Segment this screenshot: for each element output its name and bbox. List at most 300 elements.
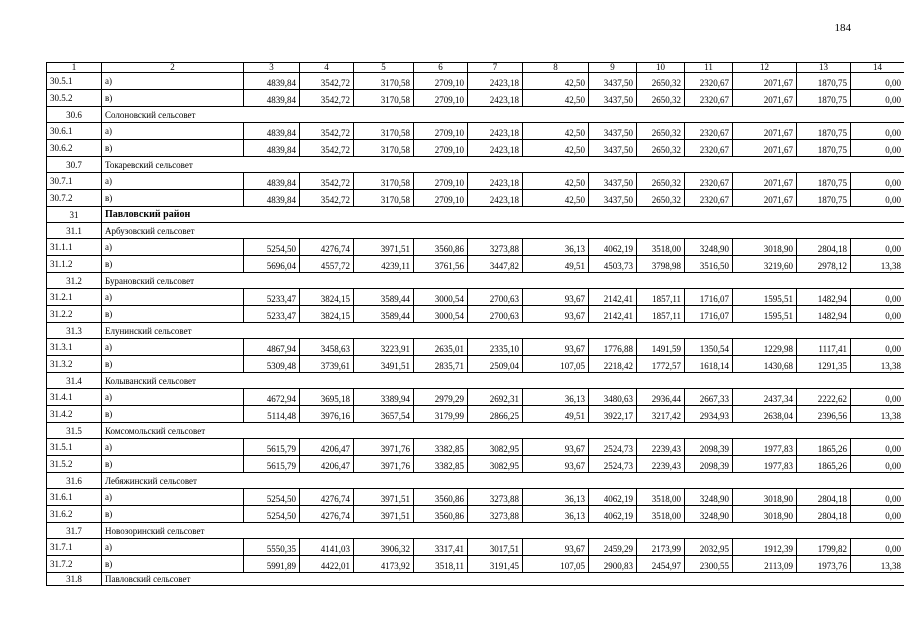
value-cell: 3179,99	[414, 406, 468, 423]
value-cell: 2978,12	[797, 256, 851, 273]
value-cell: 2979,29	[414, 389, 468, 406]
council-name: Колыванский сельсовет	[102, 373, 904, 389]
row-code: 31.6.1	[47, 489, 102, 506]
value-cell: 1870,75	[797, 190, 851, 207]
row-code: 31.5	[47, 423, 102, 439]
row-code: 31.2.1	[47, 289, 102, 306]
value-cell: 1799,82	[797, 539, 851, 556]
district-row	[47, 207, 904, 223]
value-cell: 93,67	[523, 306, 589, 323]
value-cell: 93,67	[523, 339, 589, 356]
value-cell: 3273,88	[468, 506, 523, 523]
row-label: в)	[102, 190, 244, 207]
row-code: 31.1.2	[47, 256, 102, 273]
table-row	[47, 90, 904, 107]
value-cell: 4062,19	[589, 489, 637, 506]
value-cell: 5114,48	[244, 406, 300, 423]
value-cell: 2320,67	[685, 90, 733, 107]
row-label: в)	[102, 256, 244, 273]
column-header-10: 10	[637, 63, 685, 73]
council-section-row	[47, 423, 904, 439]
value-cell: 2650,32	[637, 173, 685, 190]
value-cell: 2320,67	[685, 190, 733, 207]
value-cell: 1482,94	[797, 306, 851, 323]
value-cell: 3480,63	[589, 389, 637, 406]
value-cell: 2071,67	[733, 123, 797, 140]
value-cell: 2454,97	[637, 556, 685, 573]
column-header-13: 13	[797, 63, 851, 73]
value-cell: 93,67	[523, 456, 589, 473]
value-cell: 1977,83	[733, 439, 797, 456]
value-cell: 3971,76	[354, 439, 414, 456]
value-cell: 4839,84	[244, 73, 300, 90]
value-cell: 2423,18	[468, 140, 523, 157]
value-cell: 1350,54	[685, 339, 733, 356]
row-label: в)	[102, 456, 244, 473]
value-cell: 3248,90	[685, 506, 733, 523]
value-cell: 3437,50	[589, 123, 637, 140]
table-row	[47, 140, 904, 157]
value-cell: 3491,51	[354, 356, 414, 373]
row-code: 31.6	[47, 473, 102, 489]
row-label: в)	[102, 306, 244, 323]
row-label: а)	[102, 439, 244, 456]
council-section-row	[47, 223, 904, 239]
row-code: 31.5.2	[47, 456, 102, 473]
value-cell: 2071,67	[733, 173, 797, 190]
value-cell: 3824,15	[300, 306, 354, 323]
value-cell: 1857,11	[637, 289, 685, 306]
value-cell: 42,50	[523, 73, 589, 90]
value-cell: 2423,18	[468, 123, 523, 140]
value-cell: 2032,95	[685, 539, 733, 556]
council-name: Елунинский сельсовет	[102, 323, 904, 339]
value-cell: 2459,29	[589, 539, 637, 556]
value-cell: 3170,58	[354, 140, 414, 157]
value-cell: 2320,67	[685, 73, 733, 90]
page-number: 184	[834, 22, 851, 34]
row-code: 31.3.1	[47, 339, 102, 356]
value-cell: 3906,32	[354, 539, 414, 556]
value-cell: 3170,58	[354, 123, 414, 140]
table-row	[47, 556, 904, 573]
row-code: 31.4.2	[47, 406, 102, 423]
value-cell: 42,50	[523, 140, 589, 157]
row-label: а)	[102, 389, 244, 406]
value-cell: 0,00	[851, 90, 904, 107]
value-cell: 1870,75	[797, 123, 851, 140]
row-code: 31.4	[47, 373, 102, 389]
row-label: а)	[102, 239, 244, 256]
value-cell: 2509,04	[468, 356, 523, 373]
tariff-table	[46, 62, 904, 586]
value-cell: 4867,94	[244, 339, 300, 356]
value-cell: 3170,58	[354, 90, 414, 107]
value-cell: 3437,50	[589, 90, 637, 107]
value-cell: 1870,75	[797, 140, 851, 157]
table-row	[47, 356, 904, 373]
value-cell: 1870,75	[797, 90, 851, 107]
row-code: 31.4.1	[47, 389, 102, 406]
value-cell: 42,50	[523, 90, 589, 107]
value-cell: 3542,72	[300, 173, 354, 190]
value-cell: 1229,98	[733, 339, 797, 356]
table-row	[47, 239, 904, 256]
value-cell: 1595,51	[733, 289, 797, 306]
value-cell: 3170,58	[354, 173, 414, 190]
value-cell: 2650,32	[637, 73, 685, 90]
value-cell: 2222,62	[797, 389, 851, 406]
value-cell: 1865,26	[797, 456, 851, 473]
value-cell: 4062,19	[589, 239, 637, 256]
row-label: в)	[102, 506, 244, 523]
column-header-11: 11	[685, 63, 733, 73]
value-cell: 2524,73	[589, 439, 637, 456]
value-cell: 2524,73	[589, 456, 637, 473]
value-cell: 2638,04	[733, 406, 797, 423]
value-cell: 2239,43	[637, 439, 685, 456]
row-code: 31.1	[47, 223, 102, 239]
value-cell: 2071,67	[733, 190, 797, 207]
value-cell: 2320,67	[685, 173, 733, 190]
table-row	[47, 539, 904, 556]
value-cell: 4206,47	[300, 439, 354, 456]
council-name: Лебяжинский сельсовет	[102, 473, 904, 489]
value-cell: 2423,18	[468, 190, 523, 207]
district-name: Павловский район	[102, 207, 904, 223]
value-cell: 0,00	[851, 289, 904, 306]
value-cell: 3018,90	[733, 506, 797, 523]
value-cell: 1865,26	[797, 439, 851, 456]
value-cell: 2934,93	[685, 406, 733, 423]
value-cell: 1912,39	[733, 539, 797, 556]
table-row	[47, 389, 904, 406]
row-code: 31.2	[47, 273, 102, 289]
value-cell: 3437,50	[589, 140, 637, 157]
value-cell: 2071,67	[733, 73, 797, 90]
value-cell: 3447,82	[468, 256, 523, 273]
value-cell: 1482,94	[797, 289, 851, 306]
value-cell: 2239,43	[637, 456, 685, 473]
table-row	[47, 506, 904, 523]
value-cell: 1973,76	[797, 556, 851, 573]
value-cell: 3437,50	[589, 173, 637, 190]
value-cell: 3382,85	[414, 456, 468, 473]
value-cell: 1595,51	[733, 306, 797, 323]
row-label: а)	[102, 289, 244, 306]
value-cell: 4141,03	[300, 539, 354, 556]
value-cell: 93,67	[523, 539, 589, 556]
value-cell: 3217,42	[637, 406, 685, 423]
row-label: а)	[102, 173, 244, 190]
value-cell: 3389,94	[354, 389, 414, 406]
row-label: в)	[102, 356, 244, 373]
value-cell: 5696,04	[244, 256, 300, 273]
value-cell: 2804,18	[797, 239, 851, 256]
value-cell: 5615,79	[244, 439, 300, 456]
value-cell: 4239,11	[354, 256, 414, 273]
value-cell: 3458,63	[300, 339, 354, 356]
value-cell: 3589,44	[354, 289, 414, 306]
value-cell: 1857,11	[637, 306, 685, 323]
value-cell: 4276,74	[300, 239, 354, 256]
row-code: 31.7.2	[47, 556, 102, 573]
council-section-row	[47, 323, 904, 339]
value-cell: 5254,50	[244, 239, 300, 256]
column-header-2: 2	[102, 63, 244, 73]
value-cell: 3000,54	[414, 289, 468, 306]
value-cell: 0,00	[851, 506, 904, 523]
value-cell: 3922,17	[589, 406, 637, 423]
value-cell: 5991,89	[244, 556, 300, 573]
value-cell: 3516,50	[685, 256, 733, 273]
value-cell: 2423,18	[468, 90, 523, 107]
value-cell: 2709,10	[414, 123, 468, 140]
value-cell: 49,51	[523, 406, 589, 423]
value-cell: 13,38	[851, 556, 904, 573]
value-cell: 3542,72	[300, 123, 354, 140]
council-name: Павловский сельсовет	[102, 573, 904, 586]
value-cell: 4422,01	[300, 556, 354, 573]
value-cell: 1491,59	[637, 339, 685, 356]
value-cell: 0,00	[851, 140, 904, 157]
value-cell: 3542,72	[300, 90, 354, 107]
value-cell: 3000,54	[414, 306, 468, 323]
value-cell: 4839,84	[244, 90, 300, 107]
row-code: 31.7.1	[47, 539, 102, 556]
value-cell: 1870,75	[797, 73, 851, 90]
table-row	[47, 406, 904, 423]
table-row	[47, 256, 904, 273]
value-cell: 0,00	[851, 489, 904, 506]
council-name: Токаревский сельсовет	[102, 157, 904, 173]
value-cell: 2650,32	[637, 90, 685, 107]
value-cell: 2700,63	[468, 289, 523, 306]
row-label: а)	[102, 73, 244, 90]
value-cell: 3170,58	[354, 73, 414, 90]
value-cell: 4503,73	[589, 256, 637, 273]
value-cell: 0,00	[851, 123, 904, 140]
council-name: Новозоринский сельсовет	[102, 523, 904, 539]
value-cell: 3518,00	[637, 239, 685, 256]
value-cell: 2692,31	[468, 389, 523, 406]
column-header-14: 14	[851, 63, 904, 73]
value-cell: 2804,18	[797, 506, 851, 523]
council-section-row	[47, 573, 904, 586]
value-cell: 2936,44	[637, 389, 685, 406]
value-cell: 13,38	[851, 356, 904, 373]
row-code: 31	[47, 207, 102, 223]
value-cell: 4062,19	[589, 506, 637, 523]
row-code: 31.5.1	[47, 439, 102, 456]
value-cell: 2142,41	[589, 306, 637, 323]
value-cell: 93,67	[523, 439, 589, 456]
column-header-8: 8	[523, 63, 589, 73]
value-cell: 3518,00	[637, 506, 685, 523]
value-cell: 3560,86	[414, 489, 468, 506]
value-cell: 1977,83	[733, 456, 797, 473]
row-code: 30.6.1	[47, 123, 102, 140]
table-row	[47, 339, 904, 356]
value-cell: 5615,79	[244, 456, 300, 473]
row-code: 31.7	[47, 523, 102, 539]
column-header-9: 9	[589, 63, 637, 73]
value-cell: 1117,41	[797, 339, 851, 356]
value-cell: 3273,88	[468, 489, 523, 506]
row-code: 30.7	[47, 157, 102, 173]
value-cell: 2709,10	[414, 73, 468, 90]
value-cell: 3018,90	[733, 489, 797, 506]
value-cell: 3695,18	[300, 389, 354, 406]
value-cell: 3437,50	[589, 73, 637, 90]
value-cell: 2218,42	[589, 356, 637, 373]
value-cell: 2423,18	[468, 73, 523, 90]
value-cell: 42,50	[523, 190, 589, 207]
row-code: 30.6.2	[47, 140, 102, 157]
value-cell: 3219,60	[733, 256, 797, 273]
value-cell: 3542,72	[300, 140, 354, 157]
row-code: 31.2.2	[47, 306, 102, 323]
column-header-3: 3	[244, 63, 300, 73]
table-row	[47, 289, 904, 306]
council-name: Солоновский сельсовет	[102, 107, 904, 123]
table-row	[47, 123, 904, 140]
value-cell: 3082,95	[468, 439, 523, 456]
value-cell: 49,51	[523, 256, 589, 273]
row-code: 30.5.2	[47, 90, 102, 107]
value-cell: 3518,11	[414, 556, 468, 573]
council-name: Комсомольский сельсовет	[102, 423, 904, 439]
value-cell: 2300,55	[685, 556, 733, 573]
value-cell: 1618,14	[685, 356, 733, 373]
value-cell: 42,50	[523, 173, 589, 190]
value-cell: 5233,47	[244, 289, 300, 306]
council-name: Бурановский сельсовет	[102, 273, 904, 289]
value-cell: 2709,10	[414, 173, 468, 190]
value-cell: 1716,07	[685, 289, 733, 306]
value-cell: 2900,83	[589, 556, 637, 573]
value-cell: 2396,56	[797, 406, 851, 423]
value-cell: 2142,41	[589, 289, 637, 306]
value-cell: 2098,39	[685, 439, 733, 456]
council-section-row	[47, 473, 904, 489]
value-cell: 3248,90	[685, 239, 733, 256]
row-code: 30.5.1	[47, 73, 102, 90]
row-label: а)	[102, 123, 244, 140]
value-cell: 1430,68	[733, 356, 797, 373]
row-code: 30.7.2	[47, 190, 102, 207]
value-cell: 1291,35	[797, 356, 851, 373]
value-cell: 2113,09	[733, 556, 797, 573]
value-cell: 3437,50	[589, 190, 637, 207]
value-cell: 3223,91	[354, 339, 414, 356]
value-cell: 5309,48	[244, 356, 300, 373]
row-label: в)	[102, 406, 244, 423]
value-cell: 2650,32	[637, 123, 685, 140]
value-cell: 107,05	[523, 356, 589, 373]
value-cell: 4672,94	[244, 389, 300, 406]
value-cell: 1870,75	[797, 173, 851, 190]
value-cell: 4206,47	[300, 456, 354, 473]
value-cell: 3657,54	[354, 406, 414, 423]
value-cell: 2709,10	[414, 190, 468, 207]
row-label: а)	[102, 539, 244, 556]
value-cell: 2423,18	[468, 173, 523, 190]
value-cell: 4276,74	[300, 489, 354, 506]
value-cell: 3382,85	[414, 439, 468, 456]
value-cell: 5254,50	[244, 489, 300, 506]
value-cell: 3761,56	[414, 256, 468, 273]
value-cell: 3248,90	[685, 489, 733, 506]
table-row	[47, 173, 904, 190]
value-cell: 3976,16	[300, 406, 354, 423]
column-header-6: 6	[414, 63, 468, 73]
value-cell: 3971,76	[354, 456, 414, 473]
value-cell: 3542,72	[300, 190, 354, 207]
table-row	[47, 73, 904, 90]
row-label: а)	[102, 489, 244, 506]
row-code: 30.7.1	[47, 173, 102, 190]
column-header-1: 1	[47, 63, 102, 73]
value-cell: 2650,32	[637, 190, 685, 207]
value-cell: 4557,72	[300, 256, 354, 273]
table-row	[47, 456, 904, 473]
value-cell: 0,00	[851, 456, 904, 473]
value-cell: 0,00	[851, 306, 904, 323]
council-name: Арбузовский сельсовет	[102, 223, 904, 239]
value-cell: 2437,34	[733, 389, 797, 406]
column-header-12: 12	[733, 63, 797, 73]
row-label: в)	[102, 556, 244, 573]
value-cell: 4276,74	[300, 506, 354, 523]
value-cell: 2700,63	[468, 306, 523, 323]
value-cell: 2071,67	[733, 140, 797, 157]
table-row	[47, 306, 904, 323]
value-cell: 2650,32	[637, 140, 685, 157]
value-cell: 4839,84	[244, 173, 300, 190]
column-number-row	[47, 63, 904, 73]
value-cell: 3017,51	[468, 539, 523, 556]
value-cell: 3542,72	[300, 73, 354, 90]
value-cell: 3082,95	[468, 456, 523, 473]
value-cell: 4839,84	[244, 140, 300, 157]
value-cell: 2335,10	[468, 339, 523, 356]
value-cell: 1776,88	[589, 339, 637, 356]
value-cell: 0,00	[851, 439, 904, 456]
value-cell: 2709,10	[414, 90, 468, 107]
value-cell: 107,05	[523, 556, 589, 573]
council-section-row	[47, 273, 904, 289]
row-code: 31.1.1	[47, 239, 102, 256]
table-row	[47, 190, 904, 207]
value-cell: 2071,67	[733, 90, 797, 107]
row-label: в)	[102, 90, 244, 107]
value-cell: 2098,39	[685, 456, 733, 473]
value-cell: 36,13	[523, 239, 589, 256]
value-cell: 3589,44	[354, 306, 414, 323]
value-cell: 3518,00	[637, 489, 685, 506]
row-code: 31.8	[47, 573, 102, 586]
value-cell: 2173,99	[637, 539, 685, 556]
value-cell: 3971,51	[354, 506, 414, 523]
council-section-row	[47, 157, 904, 173]
value-cell: 4839,84	[244, 123, 300, 140]
row-code: 31.3.2	[47, 356, 102, 373]
council-section-row	[47, 373, 904, 389]
value-cell: 2804,18	[797, 489, 851, 506]
value-cell: 3018,90	[733, 239, 797, 256]
value-cell: 0,00	[851, 539, 904, 556]
